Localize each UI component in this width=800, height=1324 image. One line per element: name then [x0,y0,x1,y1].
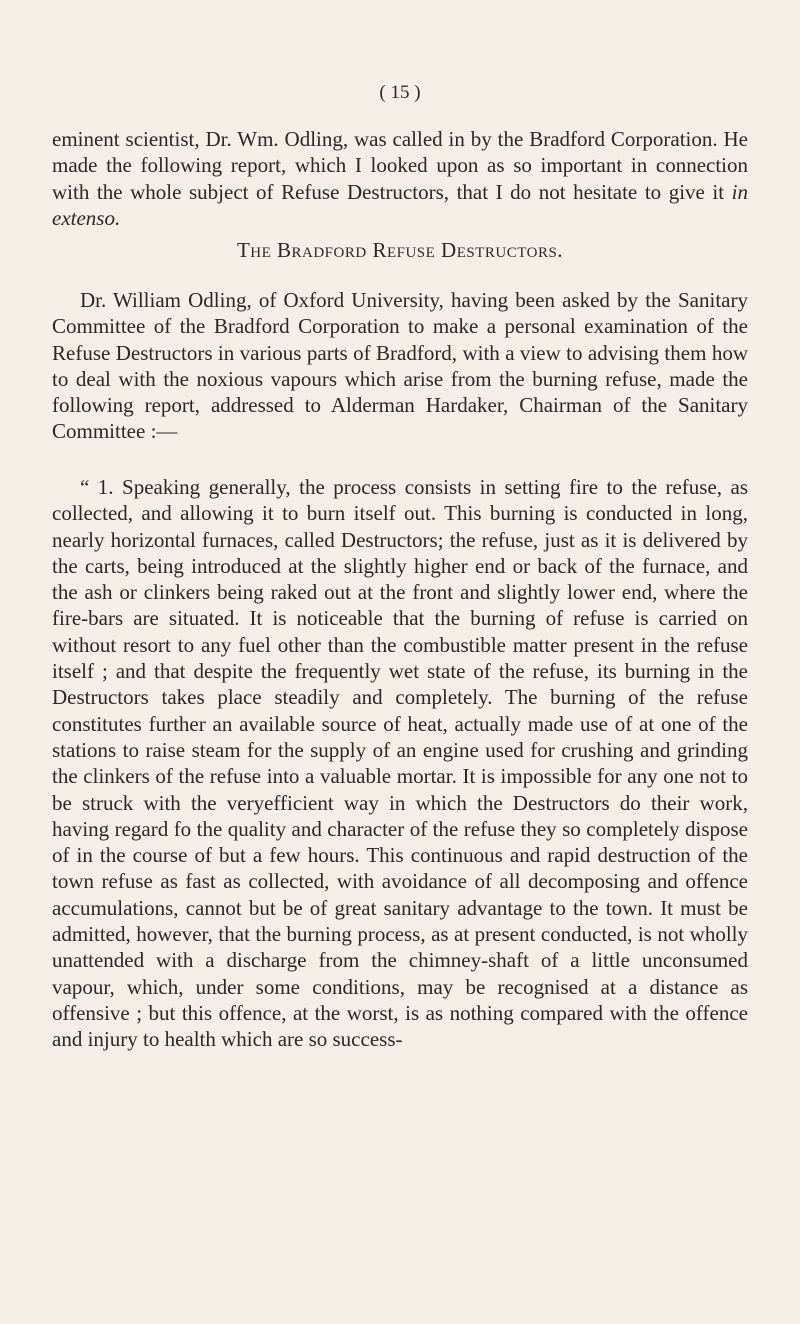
paragraph-intro [52,126,748,231]
page-number: ( 15 ) [379,82,421,103]
section-heading: The Bradford Refuse Destructors. [236,238,564,262]
paragraph-report: “ 1. Speaking generally, the process consists in setting fire to the refuse, as collected, and allowing it to burn itself out. This burning is conducted in long, nearly horizontal furnaces, called Destructors; the refuse, just as it is delivered by the carts, being introduced at the slightly higher end or back of the furnace, and the ash or clinkers being raked out at the front and slightly lower end, where the fire-bars are situated. It is noticeable that the burning of refuse is carried on without resort to any fuel other than the combustible matter present in the refuse itself ; and that despite the frequently wet state of the refuse, its burning in the Destructors takes place steadily and completely. The burning of the refuse constitutes further an available source of heat, actually made use of at one of the stations to raise steam for the supply of an engine used for crushing and grinding the clinkers of the refuse into a valuable mortar. It is impossible for any one not to be struck with the veryefficient way in which the Destructors do their work, having regard fo the quality and character of the refuse they so completely dispose of in the course of but a few hours. This continuous and rapid destruction of the town refuse as fast as collected, with avoidance of all decomposing and offence accumulations, cannot but be of great sanitary advantage to the town. It must be admitted, however, that the burning process, as at present conducted, is not wholly unattended with a discharge from the chimney-shaft of a little unconsumed vapour, which, under some conditions, may be recognised at a distance as offensive ; but this offence, at the worst, is as nothing compared with the offence and injury to health which are so success- [52,475,748,1052]
paragraph-intro-italic: in extenso. [52,179,748,230]
paragraph-preface: Dr. William Odling, of Oxford University, having been asked by the Sanitary Committee of the Bradford Corporation to make a personal examination of the Refuse Destructors in various parts of Bradford, with a view to advising them how to deal with the noxious vapours which arise from the burning refuse, made the following report, addressed to Alderman Hardaker, Chairman of the Sanitary Committee :— [52,288,748,444]
paragraph-intro-text: eminent scientist, Dr. Wm. Odling, was called in by the Bradford Corporation. He made the following report, which I looked upon as so important in connection with the whole subject of Refuse Destructors, that I do not hesitate to give it [52,127,748,204]
